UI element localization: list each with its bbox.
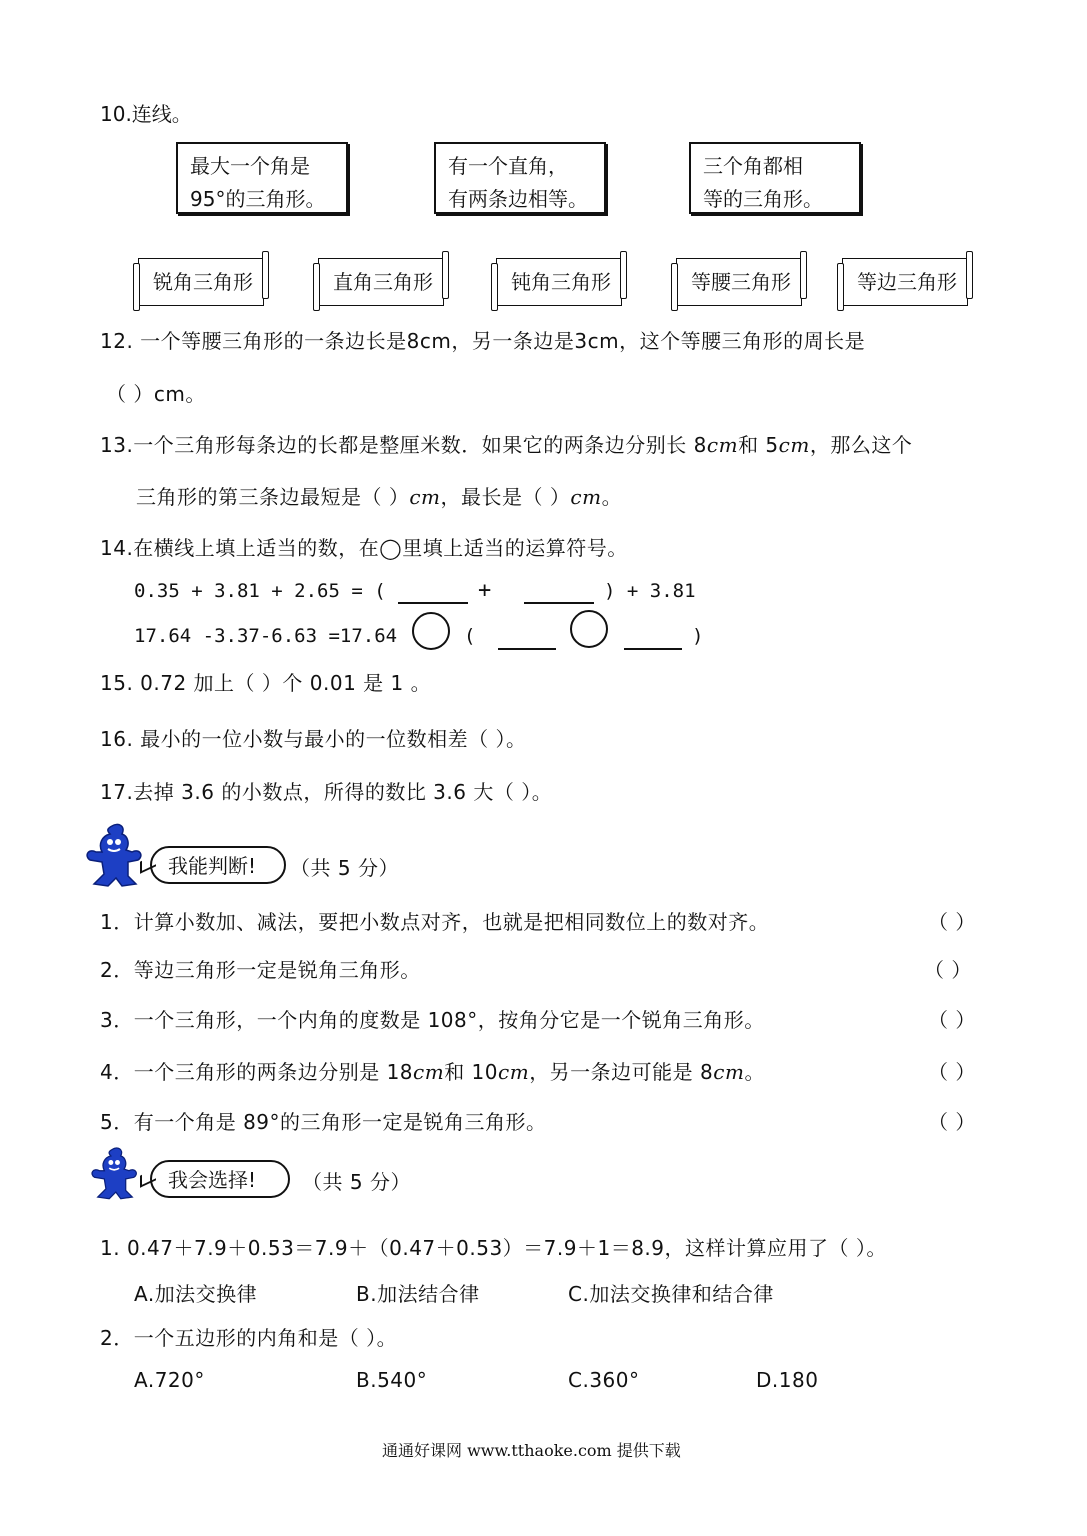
q13-text-5: ，最长是（ ） [440,485,571,509]
q12-line2: （ ）cm。 [106,382,206,406]
mascot-icon [82,822,148,890]
q10-box-3[interactable] [689,142,861,214]
q10-scroll-5[interactable]: 等边三角形 [842,258,968,306]
judge-item-4-text-4: 。 [744,1060,765,1084]
choose-q1-option-c[interactable]: C.加法交换律和结合律 [568,1282,774,1306]
q10-box-3-line2: 等的三角形。 [703,187,823,211]
q13-line1 [100,429,912,458]
q13-text-6: 。 [601,485,623,509]
judge-paren-4[interactable]: （ ） [928,1060,976,1084]
q12-line1: 12. 一个等腰三角形的一条边长是8cm，另一条边是3cm，这个等腰三角形的周长是 [100,329,866,353]
judge-item-4-text-3: ，另一条边可能是 8 [529,1060,714,1084]
choose-q2-option-c[interactable]: C.360° [568,1368,640,1392]
judge-item-4 [100,1056,765,1085]
judge-item-3: 3．一个三角形，一个内角的度数是 108°，按角分它是一个锐角三角形。 [100,1008,765,1032]
q14-row2-close: ) [692,625,704,647]
q14-row1-right: ) + 3.81 [604,580,696,602]
q10-box-2[interactable] [434,142,606,214]
q10-box-1[interactable] [176,142,348,214]
choose-q1-option-b[interactable]: B.加法结合律 [356,1282,480,1306]
q14-title: 14.在横线上填上适当的数，在◯里填上适当的运算符号。 [100,536,628,560]
q13-text-4: 三角形的第三条边最短是（ ） [136,485,410,509]
q13-text-3: ，那么这个 [809,433,913,457]
q10-box-2-line2: 有两条边相等。 [448,187,588,211]
judge-item-5: 5．有一个角是 89°的三角形一定是锐角三角形。 [100,1110,547,1134]
q14-row1-plus: + [478,578,492,603]
page-footer: 通通好课网 www.tthaoke.com 提供下载 [382,1441,681,1460]
judge-item-1: 1．计算小数加、减法，要把小数点对齐，也就是把相同数位上的数对齐。 [100,910,770,934]
q10-box-1-line1: 最大一个角是 [190,154,310,178]
q14-row2-open: ( [464,625,476,647]
choose-q2: 2．一个五边形的内角和是（ ）。 [100,1326,398,1350]
q14-row2-left: 17.64 -3.37-6.63 =17.64 [134,625,398,647]
judge-paren-5[interactable]: （ ） [928,1110,976,1134]
q17: 17.去掉 3.6 的小数点，所得的数比 3.6 大（ ）。 [100,780,553,804]
q14-blank-2[interactable] [524,580,594,604]
q14-blank-1[interactable] [398,580,468,604]
q13-unit-4: cm [570,485,602,509]
judge-badge: 我能判断! [150,846,286,884]
q14-circle-2[interactable] [570,610,608,648]
choose-score: （共 5 分） [302,1170,411,1194]
q13-text-1: 13.一个三角形每条边的长都是整厘米数．如果它的两条边分别长 8 [100,433,707,457]
choose-q1-option-a[interactable]: A.加法交换律 [134,1282,258,1306]
choose-q2-option-d[interactable]: D.180 [756,1368,819,1392]
judge-item-4-unit-1: cm [413,1060,445,1084]
q14-blank-4[interactable] [624,626,682,650]
mascot-icon [84,1146,146,1202]
q10-box-1-line2: 95°的三角形。 [190,187,326,211]
q13-unit-3: cm [409,485,441,509]
choose-q1: 1. 0.47＋7.9＋0.53＝7.9＋（0.47＋0.53）＝7.9＋1＝8.9，这样计算应用了（ ）。 [100,1236,887,1260]
q13-line2 [136,481,622,510]
judge-paren-3[interactable]: （ ） [928,1008,976,1032]
q16: 16. 最小的一位小数与最小的一位数相差（ ）。 [100,727,527,751]
choose-q2-option-b[interactable]: B.540° [356,1368,428,1392]
judge-paren-2[interactable]: （ ） [924,958,972,982]
q13-text-2: 和 5 [738,433,779,457]
judge-item-4-unit-2: cm [498,1060,530,1084]
q10-scroll-2[interactable]: 直角三角形 [318,258,444,306]
judge-score: （共 5 分） [290,856,399,880]
q13-unit-2: cm [778,433,810,457]
q15: 15. 0.72 加上（ ）个 0.01 是 1 。 [100,671,432,695]
q10-box-2-line1: 有一个直角， [448,154,568,178]
q10-scroll-1[interactable]: 锐角三角形 [138,258,264,306]
q10-box-3-line1: 三个角都相 [703,154,803,178]
judge-item-4-unit-3: cm [713,1060,745,1084]
judge-paren-1[interactable]: （ ） [928,910,976,934]
judge-item-2: 2．等边三角形一定是锐角三角形。 [100,958,421,982]
choose-q2-option-a[interactable]: A.720° [134,1368,205,1392]
q14-blank-3[interactable] [498,626,556,650]
q10-scroll-3[interactable]: 钝角三角形 [496,258,622,306]
judge-item-4-text-2: 和 10 [444,1060,499,1084]
q14-circle-1[interactable] [412,612,450,650]
judge-item-4-text-1: 4．一个三角形的两条边分别是 18 [100,1060,414,1084]
q14-row1-left: 0.35 + 3.81 + 2.65 = ( [134,580,386,602]
choose-badge: 我会选择! [150,1160,290,1198]
q10-scroll-4[interactable]: 等腰三角形 [676,258,802,306]
q13-unit-1: cm [706,433,739,457]
q10-title: 10.连线。 [100,102,192,126]
